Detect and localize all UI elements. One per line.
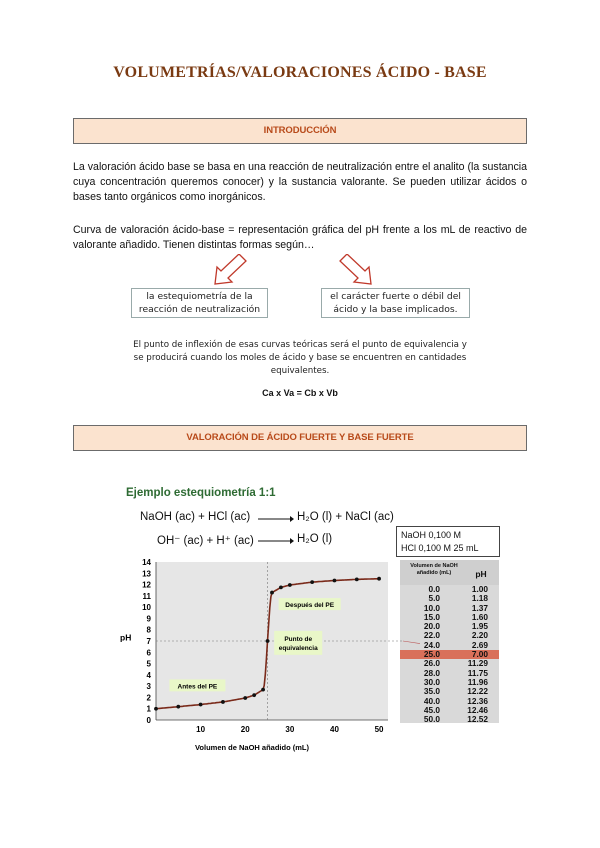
data-point [252,693,256,697]
y-tick-label: 1 [146,704,151,714]
arrow-down-right-icon [339,254,373,286]
x-tick-label: 40 [330,725,339,734]
curve-paragraph: Curva de valoración ácido-base = representación gráfica del pH frente a los mL de reactivo de valorante añadido. Tienen distintas formas según… [73,224,527,251]
table-cell-volume: 15.0 [423,611,440,622]
table-cell-ph: 1.18 [471,593,488,604]
y-tick-label: 2 [146,693,151,703]
table-cell-ph: 11.29 [467,658,488,669]
table-cell-volume: 26.0 [423,658,440,669]
y-tick-label: 12 [142,580,151,590]
data-point [261,688,265,692]
equivalence-table-connector [403,641,420,648]
y-tick-label: 10 [142,603,151,613]
x-axis-label: Volumen de NaOH añadido (mL) [194,743,310,752]
x-tick-label: 10 [196,725,206,734]
table-cell-volume: 0.0 [428,584,440,594]
inflection-note-line-1: El punto de inflexión de esas curvas teóricas será el punto de equivalencia y [133,340,467,350]
table-cell-volume: 24.0 [423,639,440,650]
data-point [310,580,314,584]
y-tick-label: 13 [142,569,151,579]
before-pe-label: Antes del PE [177,683,218,691]
table-cell-volume: 50.0 [423,714,440,725]
equivalence-label-line-2: equivalencia [278,644,318,652]
x-tick-label: 50 [374,725,384,734]
x-tick-label: 20 [240,725,250,734]
equivalence-label-line-1: Punto de [284,635,313,643]
data-point [377,577,381,581]
reaction-2-products: H₂O (l) [297,533,333,545]
y-tick-label: 11 [142,591,151,601]
page-title: VOLUMETRÍAS/VALORACIONES ÁCIDO - BASE [113,64,487,81]
reaction-1-arrow-icon [258,514,294,524]
data-point [176,705,180,709]
intro-paragraph: La valoración ácido base se basa en una reacción de neutralización entre el analito (la sustancia cuya concentración queremos conocer) y la sustancia valorante. Se pueden utilizar ácidos o bases tanto orgánicos como inorgánicos. [73,161,527,203]
inflection-note [110,339,490,378]
stoichiometry-line-1: la estequiometría de la [146,291,253,302]
y-tick-label: 6 [146,648,151,658]
reaction-1-reactants: NaOH (ac) + HCl (ac) [140,511,251,523]
example-title: Ejemplo estequiometría 1:1 [126,487,276,499]
table-cell-ph: 1.95 [471,621,488,632]
table-cell-volume: 40.0 [423,695,440,706]
y-tick-label: 3 [146,682,151,692]
strength-box [321,288,470,318]
intro-heading: INTRODUCCIÓN [73,118,527,144]
table-header-volume: Volumen de NaOH añadido (mL) [410,563,458,576]
titration-chart [120,552,420,772]
data-point [154,707,158,711]
after-pe-label: Después del PE [285,602,335,610]
table-cell-ph: 2.69 [471,639,488,650]
inflection-note-line-2: se producirá cuando los moles de ácido y base se encuentren en cantidades [133,353,467,363]
table-header-ph: pH [475,569,487,579]
data-point [279,585,283,589]
table-cell-volume: 45.0 [423,704,440,715]
y-tick-label: 9 [146,614,151,624]
table-cell-ph: 1.00 [471,584,488,594]
data-point [266,639,270,643]
table-cell-volume: 28.0 [423,667,440,678]
data-point [221,700,225,704]
table-cell-volume: 35.0 [423,686,440,697]
data-point [355,577,359,581]
y-tick-label: 0 [146,716,151,725]
data-point [270,591,274,595]
reaction-1-products: H₂O (l) + NaCl (ac) [297,511,394,523]
equivalence-formula: Ca x Va = Cb x Vb [262,388,338,398]
y-tick-label: 7 [146,637,151,646]
table-cell-volume: 20.0 [423,621,440,632]
inflection-note-line-3: equivalentes. [270,366,330,376]
strength-line-2: ácido y la base implicados. [333,304,458,315]
y-tick-label: 4 [146,670,151,680]
y-tick-label: 14 [142,558,151,567]
x-tick-label: 30 [285,725,295,734]
table-cell-volume: 22.0 [423,630,440,641]
arrow-down-left-icon [213,254,247,286]
y-tick-label: 8 [146,625,151,635]
reaction-2-arrow-icon [258,536,294,546]
table-cell-ph: 12.46 [467,704,488,715]
conditions-hcl: HCl 0,100 M 25 mL [401,543,479,553]
table-cell-ph: 12.52 [467,714,488,725]
data-point [199,703,203,707]
table-cell-ph: 7.00 [471,649,488,660]
table-cell-volume: 30.0 [423,676,440,687]
table-cell-ph: 12.36 [467,695,488,706]
table-cell-ph: 2.20 [471,630,488,641]
table-cell-ph: 11.96 [467,676,488,687]
data-point [243,696,247,700]
table-cell-ph: 12.22 [467,686,488,697]
conditions-naoh: NaOH 0,100 M [401,530,462,540]
strength-line-1: el carácter fuerte o débil del [330,291,461,302]
table-cell-volume: 25.0 [423,649,440,660]
strong-acid-base-heading: VALORACIÓN DE ÁCIDO FUERTE Y BASE FUERTE [73,425,527,451]
table-cell-volume: 10.0 [423,602,440,613]
table-cell-ph: 11.75 [467,667,488,678]
table-cell-ph: 1.37 [471,602,488,613]
stoichiometry-line-2: reacción de neutralización [138,304,261,315]
y-tick-label: 5 [146,659,151,669]
data-point [288,583,292,587]
table-cell-ph: 1.60 [471,611,488,622]
y-axis-label: pH [120,632,132,643]
data-point [333,579,337,583]
reaction-2-reactants: OH⁻ (ac) + H⁺ (ac) [157,535,254,547]
table-cell-volume: 5.0 [428,593,440,604]
stoichiometry-box [131,288,268,318]
